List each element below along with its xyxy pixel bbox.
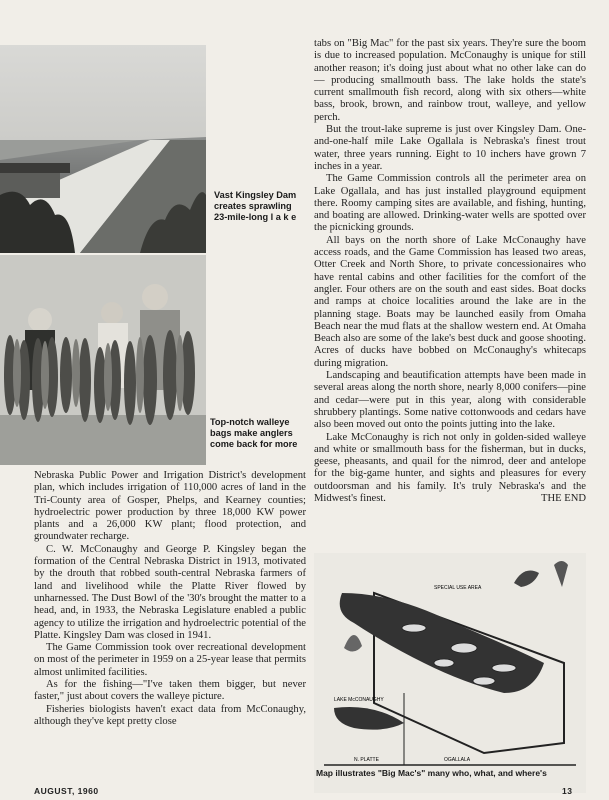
paragraph: C. W. McConaughy and George P. Kingsley began the formation of the Central Nebraska District in 1913, motivated by the drouth that robbed south-central Nebraska farmers of land and livelihood while the Platte River flowed by unharnessed. The Dust Bowl of the '30's brought the matter to a head, and, in 1933, the Nebraska Legislature enabled a public agency to utilize the irrigation and hydroelectric potential of the Platte. Kingsley Dam was closed in 1941. <box>34 543 306 641</box>
paragraph: Nebraska Public Power and Irrigation District's development plan, which includes irrigation of 110,000 acres of land in the Tri-County area of Gosper, Phelps, and Kearney counties; hydroelectric power production by three 18,000 KW power plants and a 26,000 KW plant; flood protection, and groundwater recharge. <box>34 470 306 543</box>
dam-caption: Vast Kingsley Dam creates sprawling 23-mile-long l a k e <box>214 190 297 222</box>
map-label-north-platte: N. PLATTE <box>354 757 379 763</box>
paragraph: But the trout-lake supreme is just over Kingsley Dam. One-and-one-half mile Lake Ogallala is Nebraska's finest trout water, three years running. Eight to 10 inchers have grown 7 inches in a year. <box>314 124 586 172</box>
walleye-photo <box>0 255 206 465</box>
lake-map <box>314 553 586 793</box>
paragraph-text: Lake McConaughy is rich not only in golden-sided walleye and white or smallmouth bass for the fisherman, but in ducks, geese, pheasants, and quail for the nimrod, deer and antelope for the big-game hunter, and sights and pleasures for every outdoorsman and his family. It's truly Nebraska's and the Midwest's finest. <box>314 431 586 504</box>
paragraph: tabs on "Big Mac" for the past six years. They're sure the boom is due to increased population. McConaughy is unique for still another reason; it's doing just about what no other lake can do— producing smallmouth bass. The lake holds the state's current smallmouth fish record, along with six others—white bass, brook, brown, and rainbow trout, walleye, and yellow perch. <box>314 38 586 123</box>
paragraph: Fisheries biologists haven't exact data from McConaughy, although they've kept pretty close <box>34 703 306 727</box>
map-label-lake: LAKE McCONAUGHY <box>334 697 384 703</box>
the-end: THE END <box>540 492 586 504</box>
paragraph <box>314 432 586 506</box>
page-number: 13 <box>562 786 573 796</box>
paragraph: All bays on the north shore of Lake McConaughy have access roads, and the Game Commission has leased two areas, Otter Creek and North Shore, to private concessionaires who have rental cabins and other facilities for the comfort of the angler. Four others are on the south and east sides. Boat docks and ramps at choice localities around the lake are in the planning stage. Boats may be launched easily from Omaha Beach near the mud flats at the shallow western end. At Omaha Beach also are some of the lake's best duck and goose shooting. Acres of ducks have bobbed on McConaughy's whitecaps during migration. <box>314 234 586 369</box>
map-caption: Map illustrates "Big Mac's" many who, what, and where's <box>316 768 547 778</box>
walleye-caption: Top-notch walleye bags make anglers come back for more <box>210 417 298 449</box>
map-label-special-use: SPECIAL USE AREA <box>434 585 482 591</box>
paragraph: Landscaping and beautification attempts have been made in several areas along the north shore, nearly 8,000 conifers—pine and cedar—were put in this year, along with considerable shrubbery plantings. Some native cottonwoods and cedars have also been moved out onto the points jutting into the lake. <box>314 370 586 431</box>
paragraph: As for the fishing—"I've taken them bigger, but never faster," just about covers the walleye picture. <box>34 679 306 703</box>
left-column-text <box>34 470 306 728</box>
lake-map-image <box>314 553 586 793</box>
map-label-ogallala: OGALLALA <box>444 757 471 763</box>
dam-photo <box>0 45 206 253</box>
dam-photo-image <box>0 45 206 253</box>
paragraph: The Game Commission controls all the perimeter area on Lake Ogallala, and has just installed playground equipment there. Roomy camping sites are available, and fishing, hunting, and boating are allowed. Drinking-water wells are spotted over the picnicking grounds. <box>314 173 586 234</box>
footer-date: AUGUST, 1960 <box>34 786 99 796</box>
right-column-text <box>314 38 586 505</box>
paragraph: The Game Commission took over recreational development on most of the perimeter in 1959 on a 25-year lease that permits almost unlimited facilities. <box>34 642 306 678</box>
walleye-photo-image <box>0 255 206 465</box>
